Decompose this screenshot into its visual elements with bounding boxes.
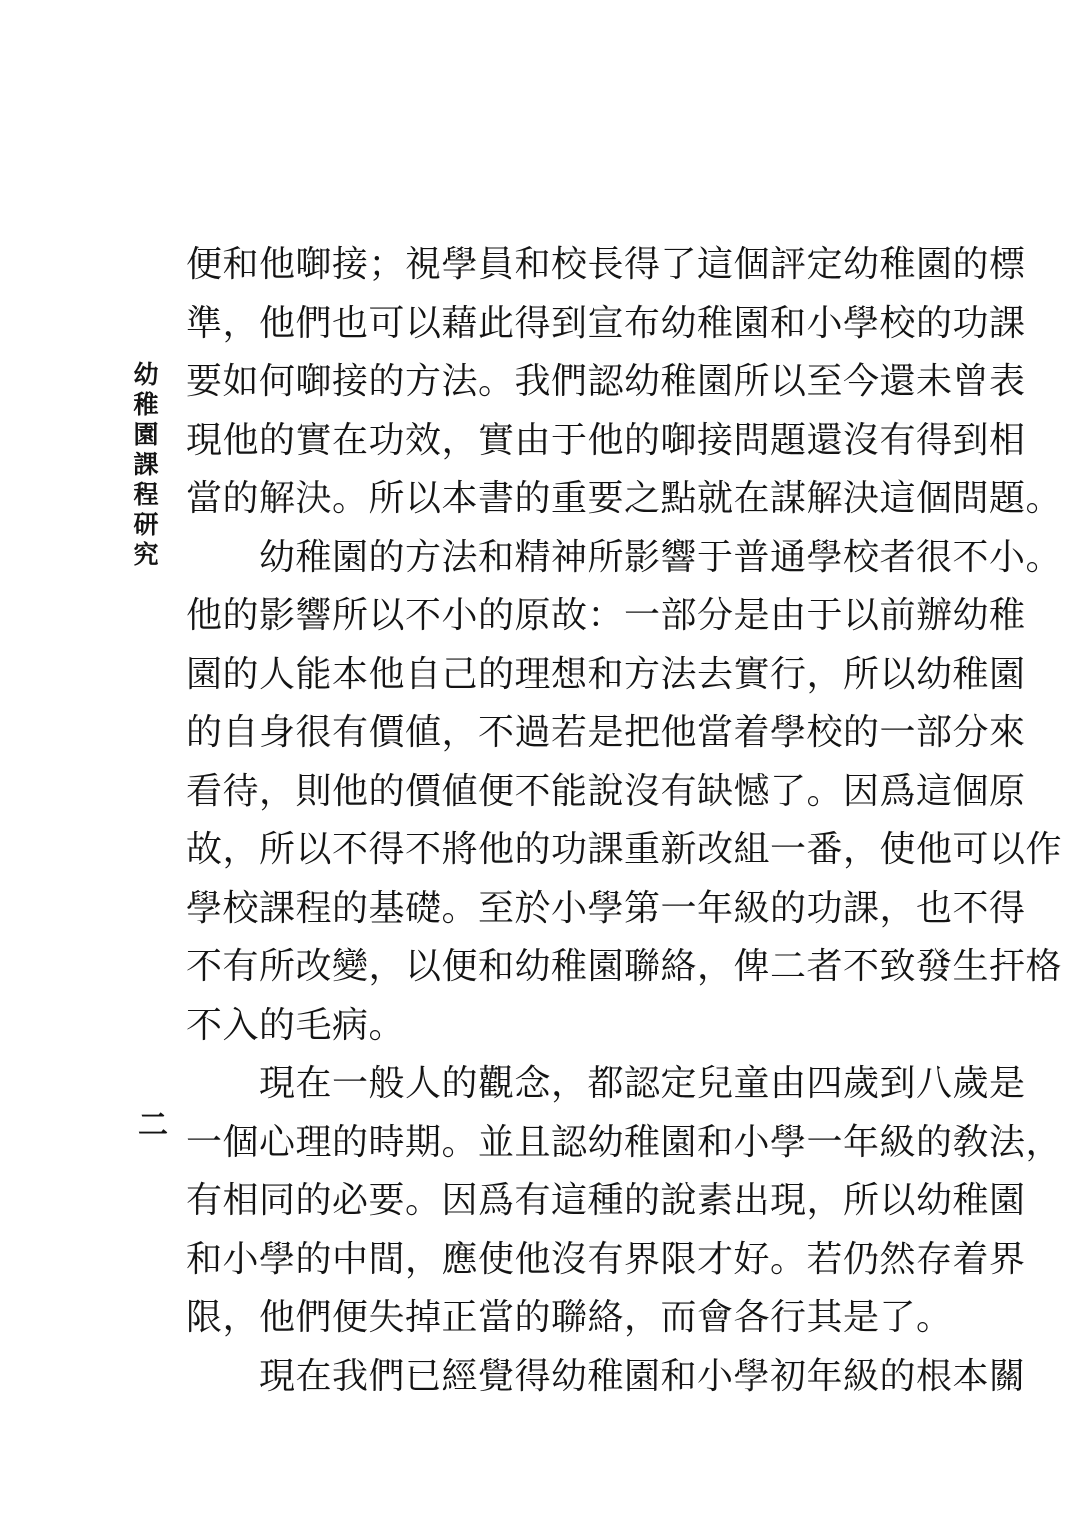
- text-line: 的自身很有價値，不過若是把他當着學校的一部分來: [186, 712, 1026, 753]
- text-line: 不入的毛病。: [186, 1004, 406, 1046]
- text-line: 園的人能本他自己的理想和方法去實行，所以幼稚園: [186, 653, 1026, 695]
- paragraph-start-line: 現在一般人的觀念，都認定兒童由四歲到八歲是: [186, 1063, 1026, 1104]
- text-line: 和小學的中間，應使他沒有界限才好。若仍然存着界: [186, 1238, 1026, 1280]
- running-title: 幼稚園課程研究: [133, 360, 159, 569]
- text-line: 有相同的必要。因爲有這種的說素出現，所以幼稚園: [186, 1180, 1026, 1221]
- text-line: 便和他啣接；視學員和校長得了這個評定幼稚園的標: [186, 244, 1026, 285]
- text-line: 準，他們也可以藉此得到宣布幼稚園和小學校的功課: [186, 302, 1026, 344]
- text-line: 他的影響所以不小的原故：一部分是由于以前辦幼稚: [186, 595, 1026, 636]
- text-line: 學校課程的基礎。至於小學第一年級的功課，也不得: [186, 887, 1026, 929]
- text-line: 一個心理的時期。並且認幼稚園和小學一年級的敎法，: [186, 1121, 1063, 1163]
- text-line: 要如何啣接的方法。我們認幼稚園所以至今還未曾表: [186, 361, 1026, 402]
- text-line: 故，所以不得不將他的功課重新改組一番，使他可以作: [186, 829, 1063, 870]
- text-line: 現他的實在功效，實由于他的啣接問題還沒有得到相: [186, 419, 1026, 461]
- text-line: 當的解決。所以本書的重要之點就在謀解決這個問題。: [186, 478, 1063, 519]
- paragraph-start-line: 現在我們已經覺得幼稚園和小學初年級的根本關: [186, 1355, 1026, 1397]
- page-number: 二: [138, 1108, 168, 1143]
- text-line: 限，他們便失掉正當的聯絡，而會各行其是了。: [186, 1297, 953, 1338]
- paragraph-start-line: 幼稚園的方法和精神所影響于普通學校者很不小。: [186, 536, 1063, 578]
- text-line: 看待，則他的價値便不能說沒有缺憾了。因爲這個原: [186, 770, 1026, 812]
- body-text: [186, 236, 1063, 1406]
- text-line: 不有所改變，以便和幼稚園聯絡，俾二者不致發生扞格: [186, 946, 1063, 987]
